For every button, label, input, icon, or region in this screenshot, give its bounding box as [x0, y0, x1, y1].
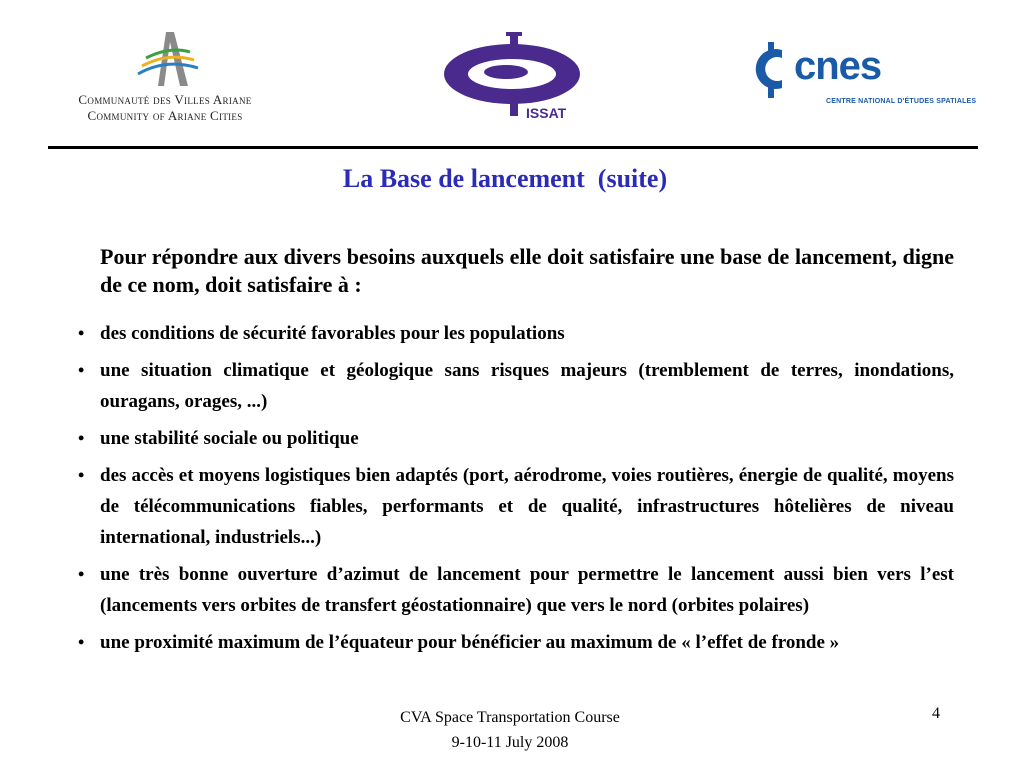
cnes-logo — [752, 40, 976, 115]
cnes-wordmark: cnes — [794, 44, 882, 88]
header-divider — [48, 146, 978, 149]
page-number: 4 — [932, 705, 940, 722]
bullet-icon: • — [78, 323, 85, 343]
cva-logo — [40, 28, 290, 128]
issat-logo — [440, 32, 590, 124]
list-item — [72, 627, 954, 658]
footer-course-title: CVA Space Transportation Course — [400, 709, 620, 726]
bullet-icon: • — [78, 428, 85, 448]
bullet-text: une stabilité sociale ou politique — [100, 428, 359, 449]
bullet-text: des conditions de sécurité favorables pour les populations — [100, 323, 565, 344]
bullet-icon: • — [78, 465, 85, 485]
bullet-text: une situation climatique et géologique sans risques majeurs (tremblement de terres, inondations, ouragans, orages, ...) — [100, 360, 954, 412]
issat-emblem-icon — [440, 32, 590, 124]
cnes-subtitle: CENTRE NATIONAL D'ÉTUDES SPATIALES — [826, 98, 977, 105]
ariane-a-icon — [128, 28, 204, 88]
bullet-icon: • — [78, 564, 85, 584]
slide-header — [0, 0, 1024, 150]
bullet-text: des accès et moyens logistiques bien adaptés (port, aérodrome, voies routières, énergie de qualité, moyens de télécommunications fiables, performants et de qualité, infrastructures hôtelières de niveau international, industriels...) — [100, 465, 954, 548]
bullet-text: une proximité maximum de l’équateur pour bénéficier au maximum de « l’effet de fronde » — [100, 632, 840, 653]
bullet-icon: • — [78, 360, 85, 380]
footer-date: 9-10-11 July 2008 — [451, 734, 569, 751]
list-item — [72, 460, 954, 553]
bullet-list — [72, 318, 954, 664]
slide-footer — [310, 705, 710, 755]
cva-logo-line2: Community of Ariane Cities — [87, 108, 243, 123]
list-item — [72, 355, 954, 417]
list-item — [72, 318, 954, 349]
list-item — [72, 423, 954, 454]
bullet-text: une très bonne ouverture d’azimut de lancement pour permettre le lancement aussi bien vers l’est (lancements vers orbites de transfert géostationnaire) que vers le nord (orbites polaires) — [100, 564, 954, 616]
cnes-emblem-icon — [752, 42, 796, 98]
cva-logo-line1: Communauté des Villes Ariane — [78, 92, 252, 107]
list-item — [72, 559, 954, 621]
bullet-icon: • — [78, 632, 85, 652]
cva-logo-text — [40, 92, 290, 124]
slide-title: La Base de lancement (suite) — [342, 164, 668, 193]
intro-paragraph: Pour répondre aux divers besoins auxquels elle doit satisfaire une base de lancement, digne de ce nom, doit satisfaire à : — [100, 244, 954, 297]
issat-label: ISSAT — [526, 105, 567, 121]
